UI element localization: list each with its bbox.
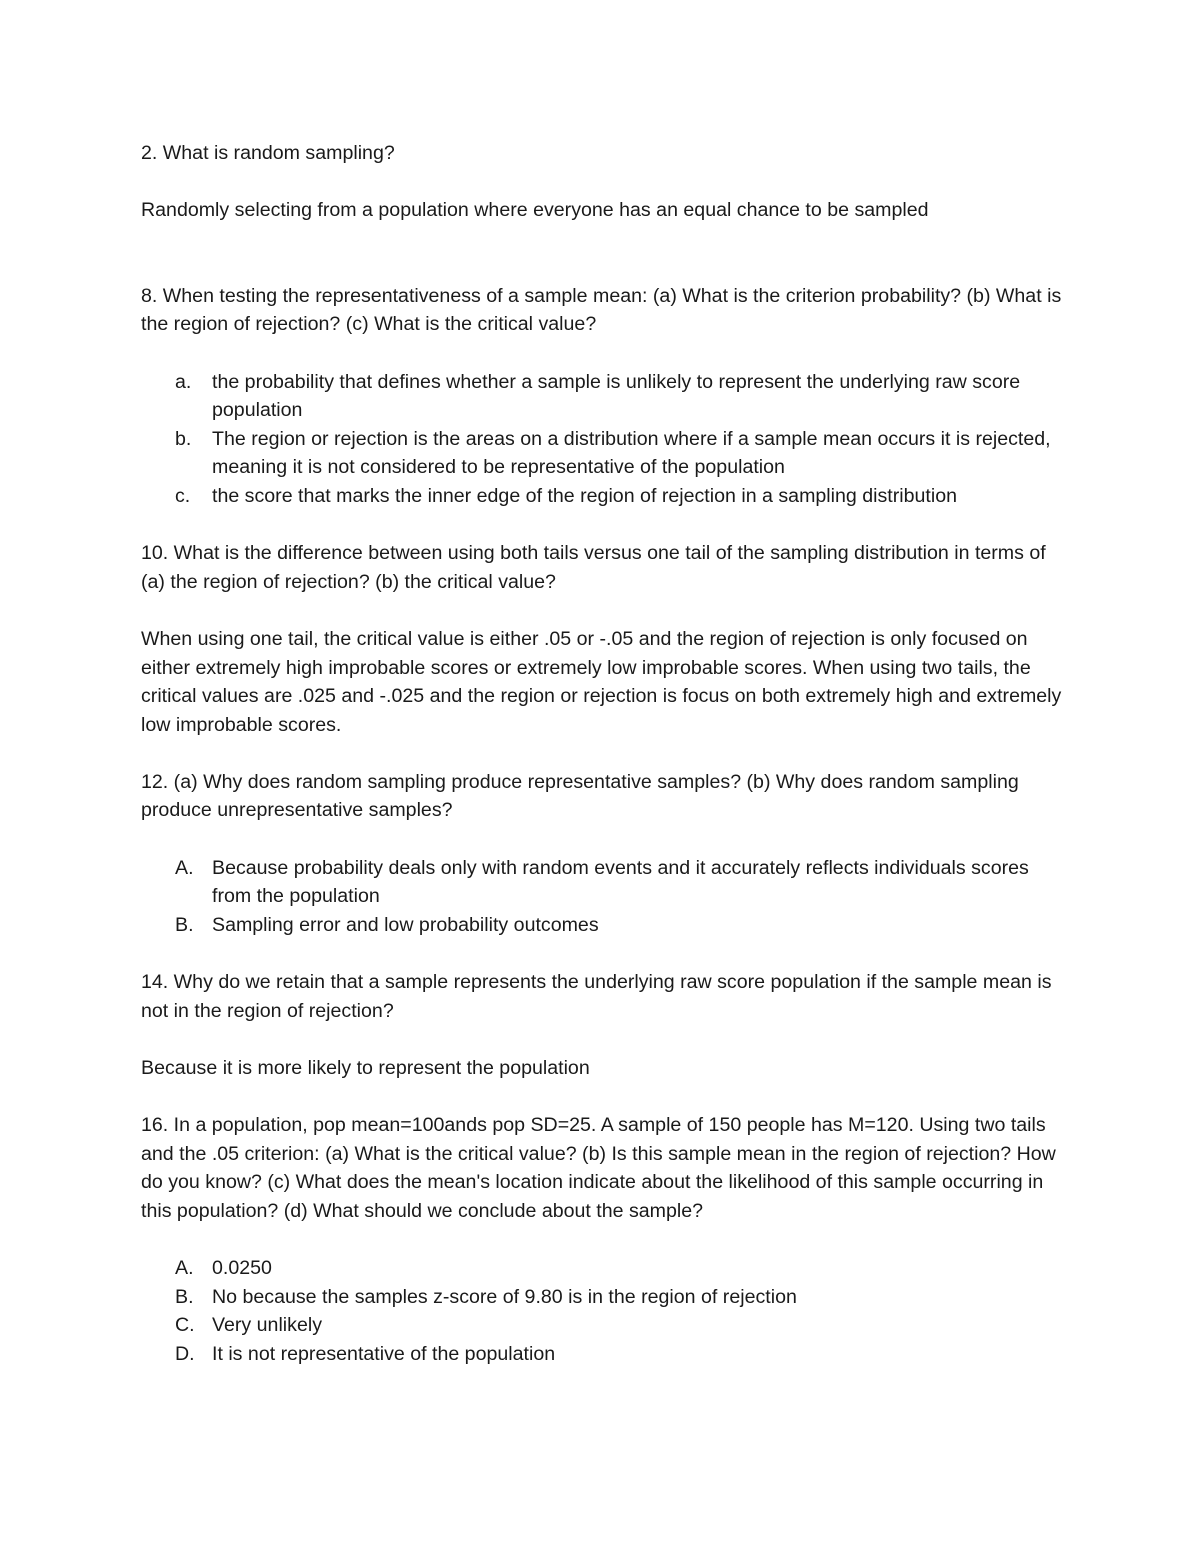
question-2: 2. What is random sampling? — [141, 142, 395, 164]
question-8: 8. When testing the representativeness of a sample mean: (a) What is the criterion probability? (b) What is the region of rejection? (c) What is the critical value? — [141, 284, 1062, 336]
list-item — [141, 854, 1066, 911]
list-marker: D. — [175, 1342, 195, 1365]
list-item — [141, 1254, 1066, 1283]
answer-list-8 — [141, 368, 1066, 511]
list-marker: a. — [175, 370, 192, 393]
answer-list-16 — [141, 1254, 1066, 1368]
list-item — [141, 1283, 1066, 1312]
list-marker: B. — [175, 913, 194, 936]
document-page — [141, 139, 1066, 1368]
list-marker: A. — [175, 856, 194, 879]
list-item-text: the score that marks the inner edge of the region of rejection in a sampling distribution — [212, 484, 957, 507]
question-14: 14. Why do we retain that a sample represents the underlying raw score population if the sample mean is not in the region of rejection? — [141, 971, 1052, 1022]
list-item — [141, 1340, 1066, 1369]
answer-2: Randomly selecting from a population where everyone has an equal chance to be sampled — [141, 199, 929, 222]
question-12: 12. (a) Why does random sampling produce representative samples? (b) Why does random sampling produce unrepresentative samples? — [141, 770, 1019, 822]
list-item-text: The region or rejection is the areas on a distribution where if a sample mean occurs it is rejected, meaning it is not considered to be representative of the population — [212, 427, 1051, 479]
question-10: 10. What is the difference between using both tails versus one tail of the sampling distribution in terms of (a) the region of rejection? (b) the critical value? — [141, 542, 1046, 593]
list-item-text: It is not representative of the population — [212, 1342, 556, 1365]
question-16: 16. In a population, pop mean=100ands pop SD=25. A sample of 150 people has M=120. Using two tails and the .05 criterion: (a) What is the critical value? (b) Is this sample mean in the region of rejection? How do you know? (c) What does the mean's location indicate about the likelihood of this sample occurring in this population? (d) What should we conclude about the sample? — [141, 1114, 1056, 1222]
list-item — [141, 368, 1066, 425]
list-item-text: Because probability deals only with random events and it accurately reflects individuals scores from the population — [212, 856, 1029, 908]
list-item — [141, 482, 1066, 511]
list-item-text: No because the samples z-score of 9.80 is in the region of rejection — [212, 1285, 797, 1308]
list-marker: c. — [175, 484, 191, 507]
list-item — [141, 425, 1066, 482]
list-item-text: 0.0250 — [212, 1256, 272, 1279]
answer-list-12 — [141, 854, 1066, 940]
list-item-text: Very unlikely — [212, 1314, 322, 1337]
list-item — [141, 911, 1066, 940]
list-marker: C. — [175, 1314, 195, 1337]
list-item — [141, 1311, 1066, 1340]
list-item-text: Sampling error and low probability outcomes — [212, 913, 599, 936]
list-marker: A. — [175, 1256, 194, 1279]
list-item-text: the probability that defines whether a sample is unlikely to represent the underlying raw score population — [212, 370, 1021, 422]
list-marker: b. — [175, 427, 192, 450]
list-marker: B. — [175, 1285, 194, 1308]
answer-14: Because it is more likely to represent the population — [141, 1056, 590, 1079]
answer-10: When using one tail, the critical value is either .05 or -.05 and the region of rejection is only focused on either extremely high improbable scores or extremely low improbable scores. When using two tails, the critical values are .025 and -.025 and the region or rejection is focus on both extremely high and extremely low improbable scores. — [141, 627, 1062, 736]
